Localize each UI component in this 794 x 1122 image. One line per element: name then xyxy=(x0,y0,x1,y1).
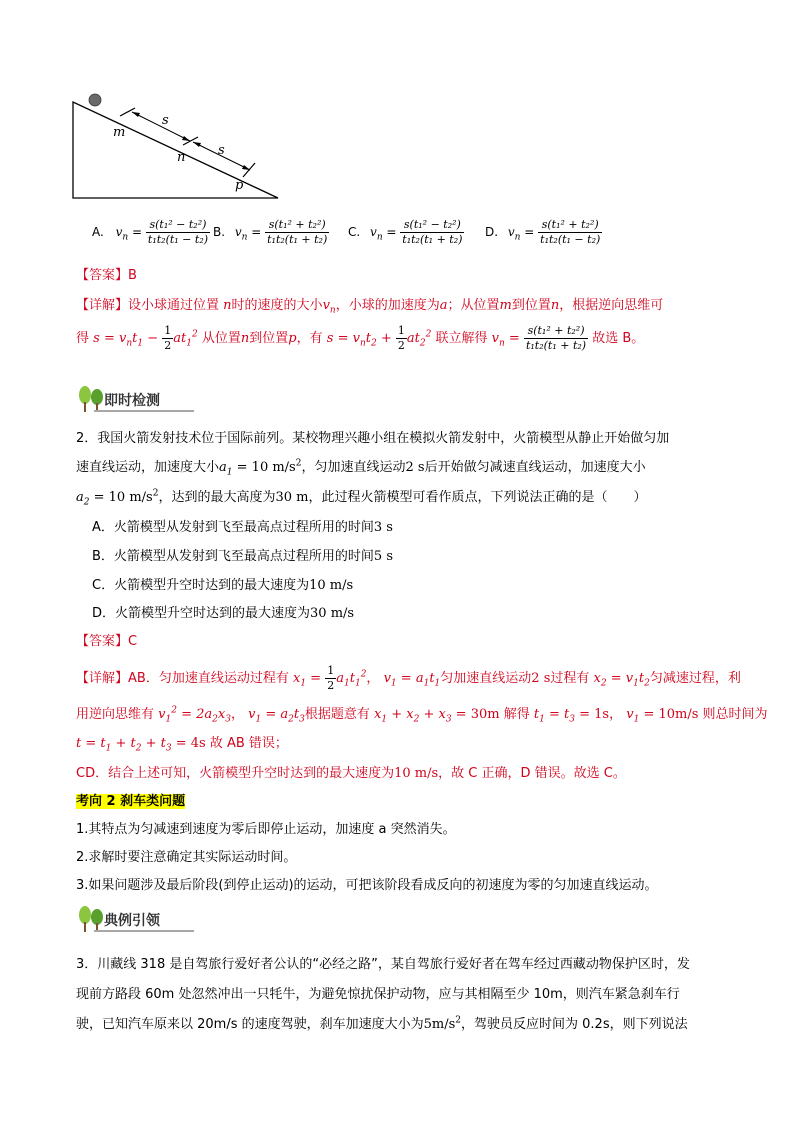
q2-detail-line3: $t = t_1 + t_2 + t_3 = 4s$ 故 AB 错误； xyxy=(76,736,288,754)
topic2-point-2: 2.求解时要注意确定其实际运动时间。 xyxy=(76,850,297,865)
q1-detail-line2: 得 $s = v_nt_1$ − $\frac{1}{2}$ $at_1^2$ 从位置n到位置p，有 $s = v_nt_2$ + $\frac{1}{2}$ $at_2^2$ 联立解得 $v_n$ = $\frac{\text{s(t₁² + t₂²)}}{\text{t₁t₂(t₁ + t₂)}}$ 故选 B。 xyxy=(76,324,645,352)
topic2-heading: 考向 2 刹车类问题 xyxy=(76,794,186,809)
q1-option-a: A. $v_n$ = $\frac{\text{s(t₁² − t₂²)}}{\text{t₁t₂(t₁ − t₂)}}$ xyxy=(92,218,209,246)
q2-detail-line2: 用逆向思维有 $v_1^2 = 2a_2x_3$， $v_1 = a_2t_3$根据题意有 $x_1 + x_2 + x_3 = 30m$ 解得 $t_1 = t_3 = 1s$， $v_1 = 10m/s$ 则总时间为 xyxy=(76,705,768,725)
q3-line1: 3．川藏线 318 是自驾旅行爱好者公认的“必经之路”，某自驾旅行爱好者在驾车经过西藏动物保护区时，发 xyxy=(76,957,690,972)
label-n: n xyxy=(177,150,186,165)
label-s2: s xyxy=(218,143,225,158)
q1-detail-line1: 【详解】设小球通过位置 n时的速度的大小$v_n$，小球的加速度为a；从位置m到位置n，根据逆向思维可 xyxy=(76,298,664,316)
q1-option-b: B. $v_n$ = $\frac{\text{s(t₁² + t₂²)}}{\text{t₁t₂(t₁ + t₂)}}$ xyxy=(213,218,328,246)
label-m: m xyxy=(113,125,126,140)
section-badge-example xyxy=(76,904,196,934)
q2-option-c: C．火箭模型升空时达到的最大速度为10 m/s xyxy=(92,578,354,593)
label-s1: s xyxy=(162,113,169,128)
incline-diagram xyxy=(60,90,290,202)
q2-detail-line1: 【详解】AB．匀加速直线运动过程有 $x_1$ = $\frac{1}{2}$ $a_1t_1^2$， $v_1 = a_1t_1$匀加速直线运动2 s过程有 $x_2 = v_1t_2$匀减速过程，利 xyxy=(76,664,741,692)
q2-stem-line1: 2．我国火箭发射技术位于国际前列。某校物理兴趣小组在模拟火箭发射中，火箭模型从静止开始做匀加 xyxy=(76,431,670,446)
q1-option-c: C. $v_n$ = $\frac{\text{s(t₁² − t₂²)}}{\text{t₁t₂(t₁ + t₂)}}$ xyxy=(348,218,463,246)
q2-stem-line3: $a_2 = 10$ $m/s^2$，达到的最大高度为30 m，此过程火箭模型可看作质点，下列说法正确的是（ ） xyxy=(76,488,647,508)
section-badge-instant xyxy=(76,384,196,414)
q2-stem-line2: 速直线运动，加速度大小$a_1 = 10$ $m/s^2$，匀加速直线运动2 s后开始做匀减速直线运动，加速度大小 xyxy=(76,458,646,478)
section-title-example: 典例引领 xyxy=(104,913,160,929)
section-title-instant: 即时检测 xyxy=(104,393,160,409)
q2-option-a: A．火箭模型从发射到飞至最高点过程所用的时间3 s xyxy=(92,520,393,535)
topic2-point-3: 3.如果问题涉及最后阶段(到停止运动)的运动，可把该阶段看成反向的初速度为零的匀加速直线运动。 xyxy=(76,878,658,893)
topic2-point-1: 1.其特点为匀减速到速度为零后即停止运动，加速度 a 突然消失。 xyxy=(76,822,456,837)
label-p: p xyxy=(235,178,244,193)
q3-line3: 驶，已知汽车原来以 20m/s 的速度驾驶，刹车加速度大小为$5m/s^2$，驾驶员反应时间为 0.2s，则下列说法 xyxy=(76,1015,688,1032)
q3-line2: 现前方路段 60m 处忽然冲出一只牦牛，为避免惊扰保护动物，应与其相隔至少 10m，则汽车紧急刹车行 xyxy=(76,987,680,1002)
q2-option-d: D．火箭模型升空时达到的最大速度为30 m/s xyxy=(92,606,355,621)
ball xyxy=(89,94,101,106)
q1-answer: 【答案】B xyxy=(76,268,137,283)
q2-detail-line4: CD．结合上述可知，火箭模型升空时达到的最大速度为10 m/s，故 C 正确，D 错误。故选 C。 xyxy=(76,766,626,781)
q1-option-d: D. $v_n$ = $\frac{\text{s(t₁² + t₂²)}}{\text{t₁t₂(t₁ − t₂)}}$ xyxy=(485,218,601,246)
q2-option-b: B．火箭模型从发射到飞至最高点过程所用的时间5 s xyxy=(92,549,393,564)
q2-answer: 【答案】C xyxy=(76,634,138,649)
